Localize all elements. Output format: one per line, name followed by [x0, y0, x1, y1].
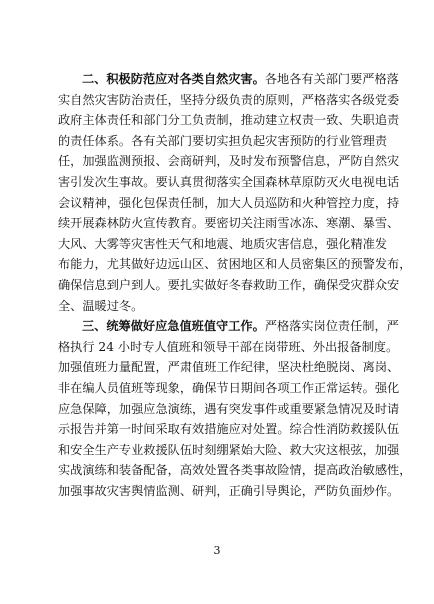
paragraph-line: 害引发次生事故。要认真贯彻落实全国森林草原防灭火电视电话	[58, 174, 400, 189]
paragraph-line: 政府主体责任和部门分工负责制，推动建立权责一致、失职追责	[58, 113, 400, 128]
paragraph-line: 实战演练和装备配备，高效处置各类事故险情，提高政治敏感性，	[58, 463, 412, 478]
paragraph-line: 应急保障，加强应急演练，遇有突发事件或重要紧急情况及时请	[58, 401, 400, 416]
paragraph-line: 非在编人员值班等现象，确保节日期间各项工作正常运转。强化	[58, 380, 400, 395]
paragraph-line: 确保信息到户到人。要扎实做好冬春救助工作，确保受灾群众安	[58, 277, 400, 292]
paragraph-line: 加强值班力量配置，严肃值班工作纪律，坚决杜绝脱岗、离岗、	[58, 360, 400, 375]
paragraph-line: 加强事故灾害舆情监测、研判，正确引导舆论，严防负面炒作。	[58, 483, 400, 498]
document-body	[58, 69, 412, 501]
paragraph-line: 的责任体系。各有关部门要切实担负起灾害预防的行业管理责	[58, 133, 388, 148]
paragraph-line: 续开展森林防火宣传教育。要密切关注雨雪冰冻、寒潮、暴雪、	[58, 216, 400, 231]
paragraph-line: 会议精神，强化包保责任制，加大人员巡防和火种管控力度，持	[58, 195, 400, 210]
section-heading: 三、统筹做好应急值班值守工作。	[82, 319, 265, 334]
paragraph-line: 实自然灾害防治责任，坚持分级负责的原则，严格落实各级党委	[58, 92, 400, 107]
paragraph-line: 格执行 24 小时专人值班和领导干部在岗带班、外出报备制度。	[58, 339, 399, 354]
paragraph-line: 和安全生产专业救援队伍时刻绷紧始大险、救大灾这根弦，加强	[58, 442, 400, 457]
paragraph-line: 任，加强监测预报、会商研判，及时发布预警信息，严防自然灾	[58, 154, 400, 169]
paragraph-line: 大风、大雾等灾害性天气和地震、地质灾害信息，强化精准发	[58, 236, 388, 251]
paragraph-line: 示报告并第一时间采取有效措施应对处置。综合性消防救援队伍	[58, 422, 400, 437]
paragraph-line: 布能力，尤其做好边远山区、贫困地区和人员密集区的预警发布，	[58, 257, 412, 272]
page-number: 3	[213, 544, 221, 557]
paragraph-line: 二、积极防范应对各类自然灾害。各地各有关部门要严格落	[82, 72, 399, 86]
section-heading: 二、积极防范应对各类自然灾害。	[82, 72, 265, 86]
paragraph-line: 三、统筹做好应急值班值守工作。严格落实岗位责任制，严	[82, 319, 399, 334]
paragraph-line: 全、温暖过冬。	[58, 298, 144, 313]
